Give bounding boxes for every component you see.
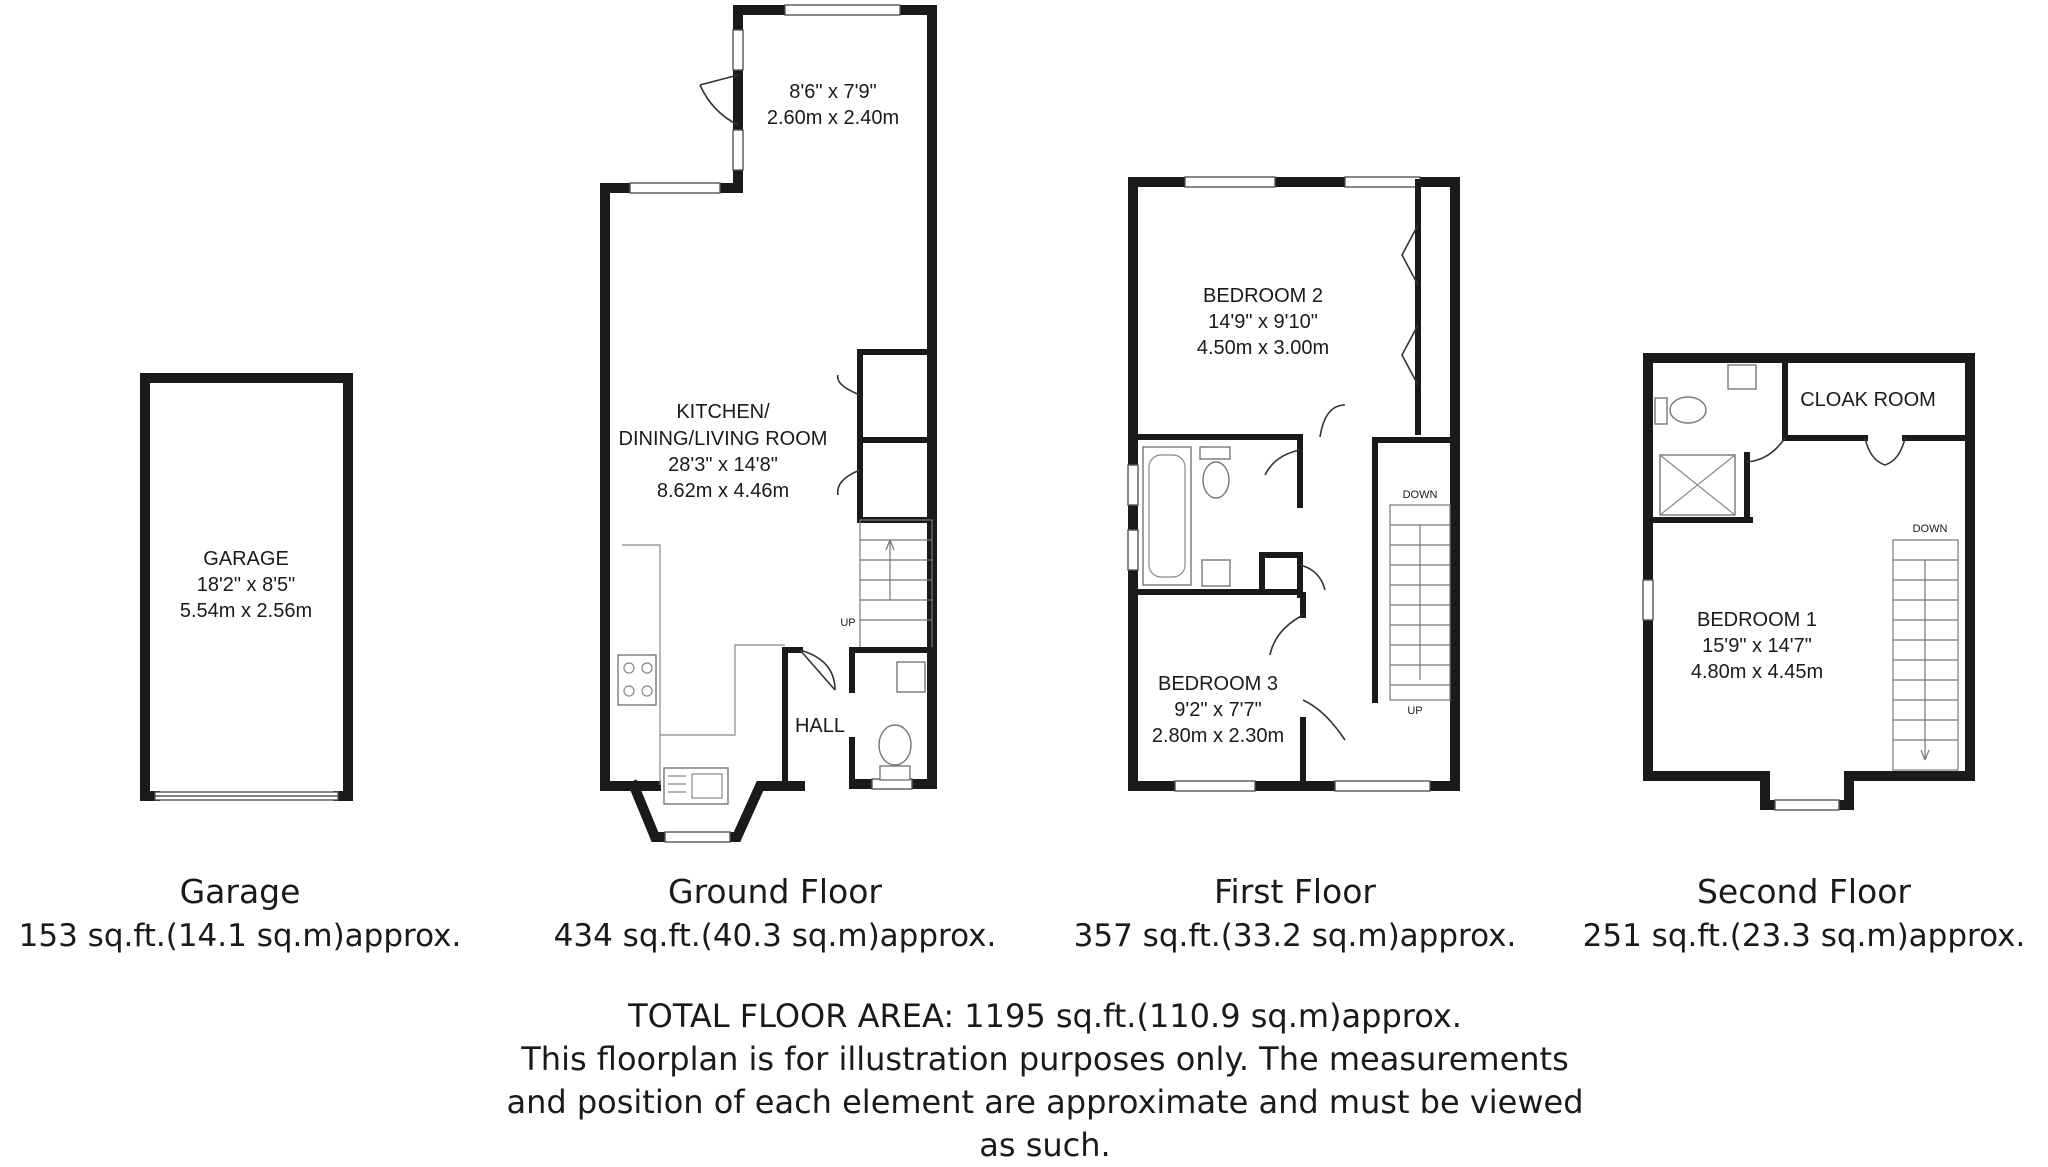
basin: [897, 662, 925, 692]
kitchen-label-line1: KITCHEN/: [676, 401, 770, 423]
floor-title: First Floor: [1213, 872, 1377, 911]
garage-metric: 5.54m x 2.56m: [179, 600, 313, 622]
bedroom3-imperial: 9'2" x 7'7": [1174, 699, 1262, 721]
ground-floor-caption: [530, 870, 1020, 958]
floor-area: 434 sq.ft.(40.3 sq.m)approx.: [553, 918, 997, 954]
bedroom1-metric: 4.80m x 4.45m: [1690, 661, 1824, 683]
second-stairs: [1893, 560, 1958, 760]
window: [785, 5, 900, 15]
first-floor-plan: [1128, 177, 1455, 791]
hob: [618, 655, 656, 705]
extension-metric: 2.60m x 2.40m: [766, 107, 900, 129]
bedroom2-label: BEDROOM 2: [1202, 285, 1324, 307]
window: [630, 183, 720, 193]
bedroom3-metric: 2.80m x 2.30m: [1151, 725, 1285, 747]
toilet: [1670, 397, 1706, 423]
ground-stairs-up-label: UP: [840, 617, 856, 629]
garage-label: GARAGE: [203, 548, 289, 570]
window: [1185, 177, 1275, 187]
floor-title: Second Floor: [1696, 872, 1912, 911]
floor-area: 357 sq.ft.(33.2 sq.m)approx.: [1073, 918, 1517, 954]
toilet: [1203, 462, 1229, 498]
window: [1175, 781, 1255, 791]
kitchen-label-line2: DINING/LIVING ROOM: [618, 428, 828, 450]
floor-area: 153 sq.ft.(14.1 sq.m)approx.: [18, 918, 462, 954]
disclaimer-line: as such.: [979, 1126, 1111, 1164]
bedroom2-metric: 4.50m x 3.00m: [1196, 337, 1330, 359]
basin: [1202, 560, 1230, 586]
window: [1345, 177, 1420, 187]
window: [1335, 781, 1430, 791]
second-floor-caption: [1560, 870, 2048, 958]
first-floor-caption: [1050, 870, 1540, 958]
first-stairs-down-label: DOWN: [1402, 489, 1438, 501]
floor-title: Ground Floor: [668, 872, 882, 911]
first-stairs: [1390, 525, 1450, 685]
bedroom3-label: BEDROOM 3: [1157, 673, 1279, 695]
window: [1128, 530, 1138, 570]
disclaimer-line: This floorplan is for illustration purposes only. The measurements: [521, 1040, 1569, 1078]
garage-plan: [145, 378, 348, 800]
extension-imperial: 8'6" x 7'9": [789, 81, 877, 103]
window: [733, 30, 743, 70]
disclaimer-line: and position of each element are approximate and must be viewed: [506, 1083, 1584, 1121]
window: [1128, 465, 1138, 505]
kitchen-imperial: 28'3" x 14'8": [668, 454, 778, 476]
bath: [1143, 447, 1191, 585]
second-floor-plan: [1643, 358, 1970, 810]
basin: [1728, 365, 1756, 389]
toilet: [879, 725, 911, 765]
bedroom1-imperial: 15'9" x 14'7": [1702, 635, 1812, 657]
bedroom2-imperial: 14'9" x 9'10": [1208, 311, 1318, 333]
window: [665, 832, 730, 842]
window: [1775, 800, 1839, 810]
first-stairs-up-label: UP: [1407, 705, 1423, 717]
hall-label: HALL: [794, 715, 846, 737]
total-floor-area: TOTAL FLOOR AREA: 1195 sq.ft.(110.9 sq.m)approx.: [628, 997, 1462, 1035]
garage-imperial: 18'2" x 8'5": [196, 574, 296, 596]
ground-stairs: [860, 540, 932, 620]
second-stairs-down-label: DOWN: [1912, 523, 1948, 535]
bedroom1-label: BEDROOM 1: [1696, 609, 1818, 631]
floor-area: 251 sq.ft.(23.3 sq.m)approx.: [1582, 918, 2026, 954]
kitchen-metric: 8.62m x 4.46m: [656, 480, 790, 502]
disclaimer: [470, 995, 1620, 1167]
ground-floor-plan: [605, 5, 932, 842]
floor-title: Garage: [179, 872, 301, 911]
garage-caption: [0, 870, 480, 958]
cloak-room-label: CLOAK ROOM: [1800, 389, 1936, 411]
window: [1643, 580, 1653, 620]
window: [733, 130, 743, 170]
